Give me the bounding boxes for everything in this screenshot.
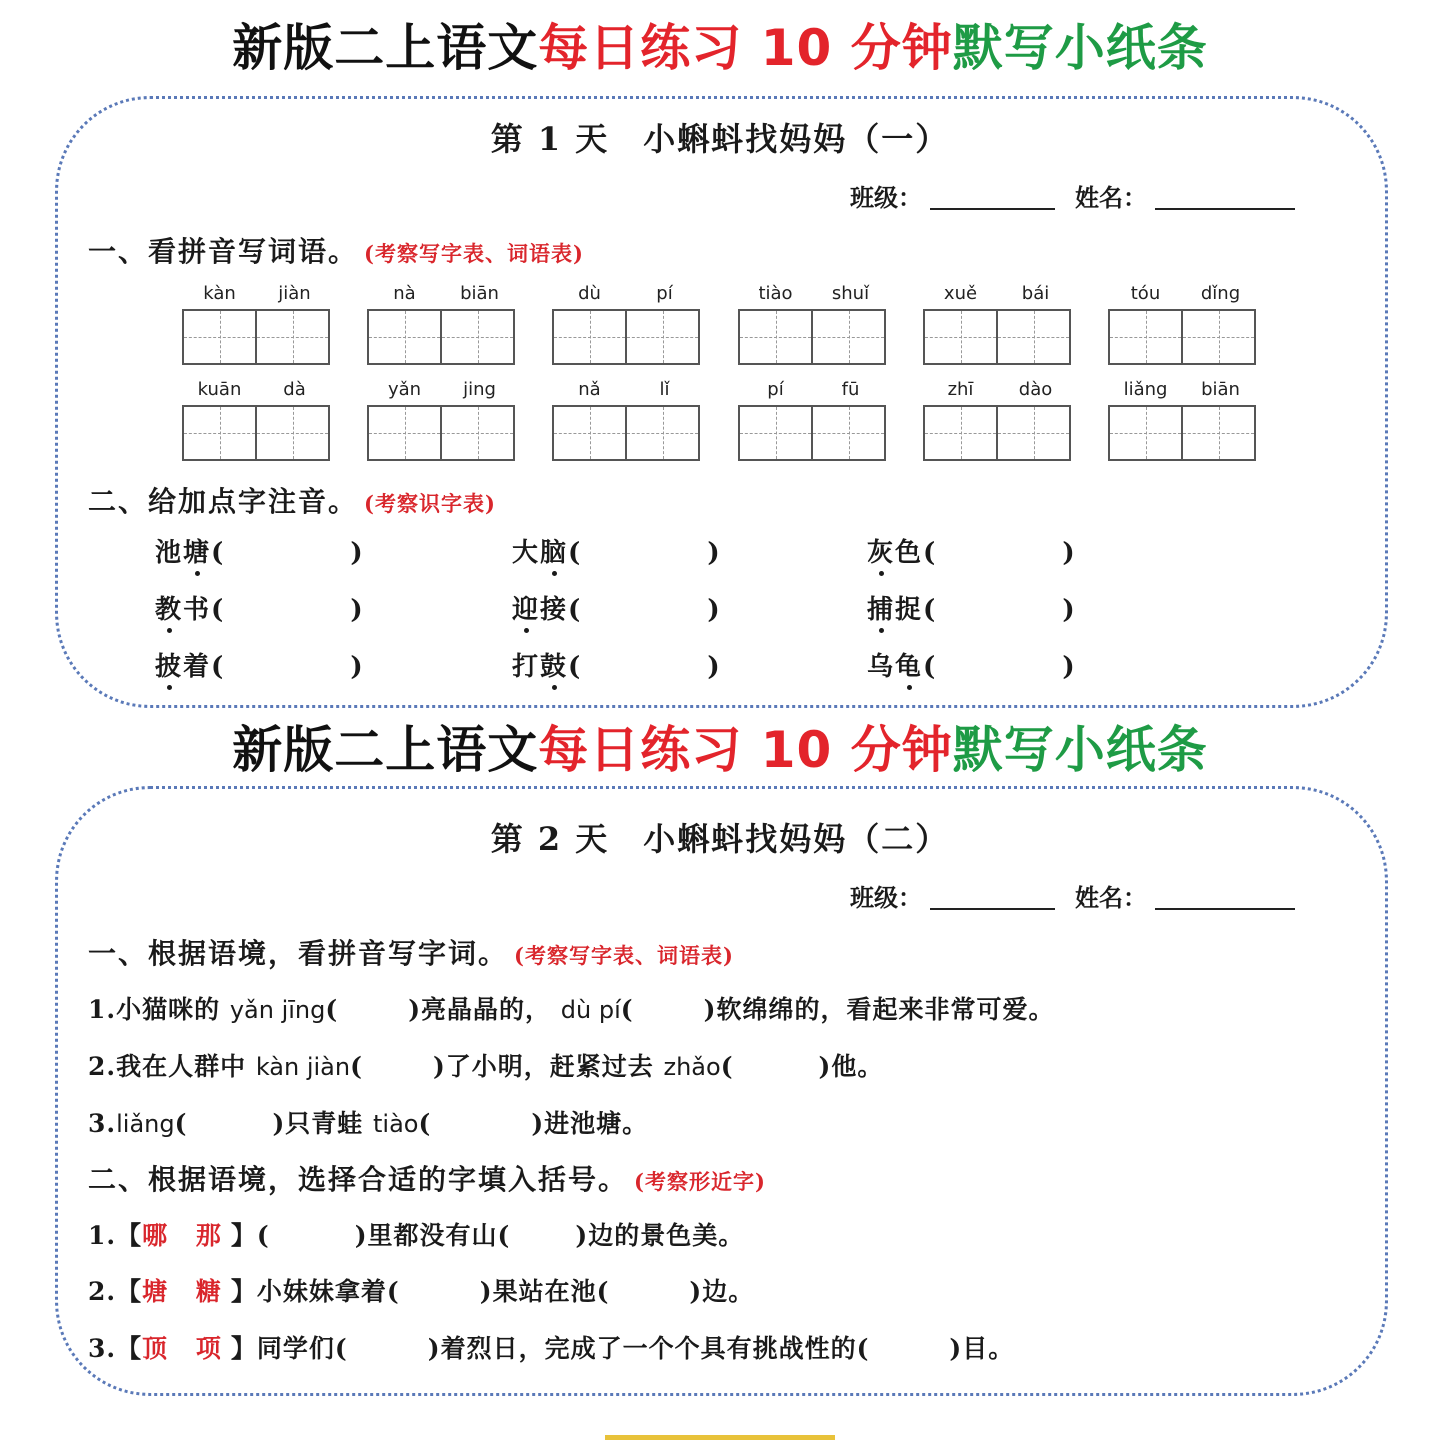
question-text: 软绵绵的，看起来非常可爱。 [716,995,1055,1024]
section-heading-text: 二、根据语境，选择合适的字填入括号。 [88,1163,629,1196]
question-text: 了小明，赶紧过去 [445,1052,664,1081]
class-label: 班级： [850,883,922,912]
dotted-char: 灰 [867,538,896,568]
writing-cell[interactable] [1181,309,1256,365]
zhuyin-item [512,532,722,569]
name-label: 姓名： [1075,183,1147,212]
question-pinyin: kàn jiàn [255,1053,351,1081]
question-pinyin: dù pí [560,996,621,1024]
footer-accent-bar [605,1435,835,1440]
pinyin-syllable: biān [460,283,499,304]
writing-cell[interactable] [367,309,442,365]
writing-cell[interactable] [811,309,886,365]
banner-part1: 新版二上语文 [232,19,539,77]
name-field[interactable] [1155,208,1295,210]
word-char: 池 [155,538,184,568]
open-paren: ( [923,595,938,625]
name-field[interactable] [1155,908,1295,910]
banner-part2: 每日练习 10 分钟 [538,721,953,779]
section-note: (考察识字表) [364,491,496,516]
question-text: 只青蛙 [285,1109,374,1138]
zhuyin-item [512,646,722,683]
section-note: (考察写字表、词语表) [364,241,584,266]
question-text: 进池塘。 [544,1109,649,1138]
day2-title: 第 2 天 小蝌蚪找妈妈（二） [490,820,950,858]
writing-cell[interactable] [440,405,515,461]
name-label: 姓名： [1075,883,1147,912]
pinyin-word [1108,379,1258,461]
context-question-2: 2.我在人群中 kàn jiàn( )了小明，赶紧过去 zhǎo( )他。 [88,1052,884,1081]
writing-cell[interactable] [440,309,515,365]
choice-question-3: 3.【顶 项】同学们( )着烈日，完成了一个个具有挑战性的( )目。 [88,1334,1015,1363]
question-text: 着烈日，完成了一个个具有挑战性的 [440,1334,857,1363]
section-note: (考察形近字) [634,1169,766,1194]
writing-cell[interactable] [923,405,998,461]
word-char: 色 [895,538,924,568]
day1-student-info [850,178,1295,213]
writing-cell[interactable] [996,309,1071,365]
banner-1 [0,18,1440,78]
pinyin-syllable: dù [578,283,601,304]
pinyin-syllable: dào [1018,379,1053,400]
pinyin-word [367,379,517,461]
writing-cell[interactable] [738,309,813,365]
writing-cell[interactable] [923,309,998,365]
banner-2 [0,720,1440,780]
class-field[interactable] [930,208,1055,210]
zhuyin-item [155,532,365,569]
close-paren: ) [707,595,722,625]
pinyin-syllable: biān [1201,379,1240,400]
dotted-char: 鼓 [540,652,569,682]
pinyin-syllable: xuě [943,283,978,304]
writing-cell[interactable] [738,405,813,461]
word-char: 书 [183,595,212,625]
context-question-3: 3.liǎng( )只青蛙 tiào( )进池塘。 [88,1109,649,1138]
question-text: 边。 [702,1277,755,1306]
zhuyin-item [155,589,365,626]
open-paren: ( [923,652,938,682]
pinyin-word [738,283,888,365]
question-pinyin: zhǎo [663,1053,721,1081]
class-label: 班级： [850,183,922,212]
close-paren: ) [1062,652,1077,682]
pinyin-syllable: lǐ [659,379,670,400]
writing-cell[interactable] [996,405,1071,461]
zhuyin-item [867,532,1077,569]
section-heading-text: 一、根据语境，看拼音写字词。 [88,937,509,970]
open-paren: ( [568,538,583,568]
writing-cell[interactable] [1108,309,1183,365]
question-pinyin: tiào [373,1110,419,1138]
question-number: 2. [88,1277,117,1306]
section-note: (考察写字表、词语表) [514,943,734,968]
dotted-char: 捕 [867,595,896,625]
question-text: 里都没有山 [367,1221,498,1250]
pinyin-syllable: zhī [947,379,974,400]
writing-cell[interactable] [1181,405,1256,461]
character-options: 顶 项 [142,1334,231,1363]
zhuyin-item [155,646,365,683]
open-paren: ( [923,538,938,568]
open-paren: ( [211,595,226,625]
writing-cell[interactable] [255,309,330,365]
pinyin-syllable: yǎn [387,379,422,400]
word-char: 打 [512,652,541,682]
writing-cell[interactable] [625,309,700,365]
banner-part2: 每日练习 10 分钟 [538,19,953,77]
section-heading-text: 二、给加点字注音。 [88,485,359,518]
close-paren: ) [350,595,365,625]
choice-question-1: 1.【哪 那】( )里都没有山( )边的景色美。 [88,1221,745,1250]
dotted-char: 迎 [512,595,541,625]
pinyin-syllable: liǎng [1123,379,1168,400]
banner-part3: 默写小纸条 [952,721,1208,779]
context-question-1: 1.小猫咪的 yǎn jīng( )亮晶晶的， dù pí( )软绵绵的，看起来非常可爱。 [88,995,1055,1024]
question-text: 同学们 [256,1334,335,1363]
writing-cell[interactable] [552,309,627,365]
writing-cell[interactable] [811,405,886,461]
open-paren: ( [568,595,583,625]
pinyin-syllable: tiào [758,283,793,304]
close-paren: ) [707,538,722,568]
word-char: 接 [540,595,569,625]
banner-part3: 默写小纸条 [952,19,1208,77]
pinyin-syllable: fū [841,379,860,400]
dotted-char: 脑 [540,538,569,568]
pinyin-word [182,379,332,461]
pinyin-syllable: dà [283,379,306,400]
question-text: 果站在池 [492,1277,597,1306]
question-number: 3. [88,1334,117,1363]
open-paren: ( [568,652,583,682]
word-char: 乌 [867,652,896,682]
pinyin-syllable: kuān [197,379,242,400]
pinyin-syllable: dǐng [1200,283,1241,304]
choice-question-2: 2.【塘 糖】小妹妹拿着( )果站在池( )边。 [88,1277,755,1306]
writing-cell[interactable] [182,405,257,461]
zhuyin-item [867,589,1077,626]
pinyin-syllable: shuǐ [831,283,870,304]
writing-cell[interactable] [552,405,627,461]
question-number: 1. [88,1221,117,1250]
close-paren: ) [1062,595,1077,625]
zhuyin-item [512,589,722,626]
writing-cell[interactable] [255,405,330,461]
question-text: 2.我在人群中 [88,1052,256,1081]
writing-cell[interactable] [1108,405,1183,461]
pinyin-word [552,283,702,365]
close-paren: ) [707,652,722,682]
dotted-char: 塘 [183,538,212,568]
dotted-char: 披 [155,652,184,682]
dotted-char: 教 [155,595,184,625]
question-text: 1.小猫咪的 [88,995,230,1024]
close-paren: ) [1062,538,1077,568]
day1-section1-heading [88,230,584,270]
pinyin-syllable: nǎ [578,379,601,400]
day2-section2-heading [88,1158,766,1198]
pinyin-syllable: tóu [1130,283,1161,304]
pinyin-syllable: bái [1021,283,1050,304]
question-text: 边的景色美。 [588,1221,745,1250]
pinyin-syllable: jing [463,379,496,400]
question-text: 亮晶晶的， [421,995,552,1024]
question-text: 目。 [962,1334,1015,1363]
pinyin-word [923,379,1073,461]
writing-cell[interactable] [367,405,442,461]
zhuyin-item [867,646,1077,683]
character-options: 塘 糖 [142,1277,231,1306]
word-char: 捉 [895,595,924,625]
writing-cell[interactable] [625,405,700,461]
pinyin-syllable: nà [393,283,416,304]
question-text: 他。 [831,1052,884,1081]
pinyin-syllable: jiàn [278,283,311,304]
word-char: 着 [183,652,212,682]
pinyin-word [1108,283,1258,365]
word-char: 大 [512,538,541,568]
question-pinyin: yǎn jīng [229,996,326,1024]
open-paren: ( [211,652,226,682]
pinyin-word [552,379,702,461]
pinyin-word [367,283,517,365]
pinyin-syllable: pí [767,379,784,400]
writing-cell[interactable] [182,309,257,365]
pinyin-word [923,283,1073,365]
day1-title: 第 1 天 小蝌蚪找妈妈（一） [490,120,950,158]
open-paren: ( [211,538,226,568]
close-paren: ) [350,538,365,568]
day1-section2-heading [88,480,496,520]
pinyin-word [738,379,888,461]
class-field[interactable] [930,908,1055,910]
close-paren: ) [350,652,365,682]
pinyin-word [182,283,332,365]
banner-part1: 新版二上语文 [232,721,539,779]
pinyin-syllable: pí [656,283,673,304]
day2-section1-heading [88,932,734,972]
question-pinyin: liǎng [116,1110,175,1138]
pinyin-syllable: kàn [203,283,236,304]
section-heading-text: 一、看拼音写词语。 [88,235,359,268]
character-options: 哪 那 [142,1221,231,1250]
dotted-char: 龟 [895,652,924,682]
day2-student-info [850,878,1295,913]
question-text: 小妹妹拿着 [256,1277,387,1306]
question-text: 3. [88,1109,117,1138]
